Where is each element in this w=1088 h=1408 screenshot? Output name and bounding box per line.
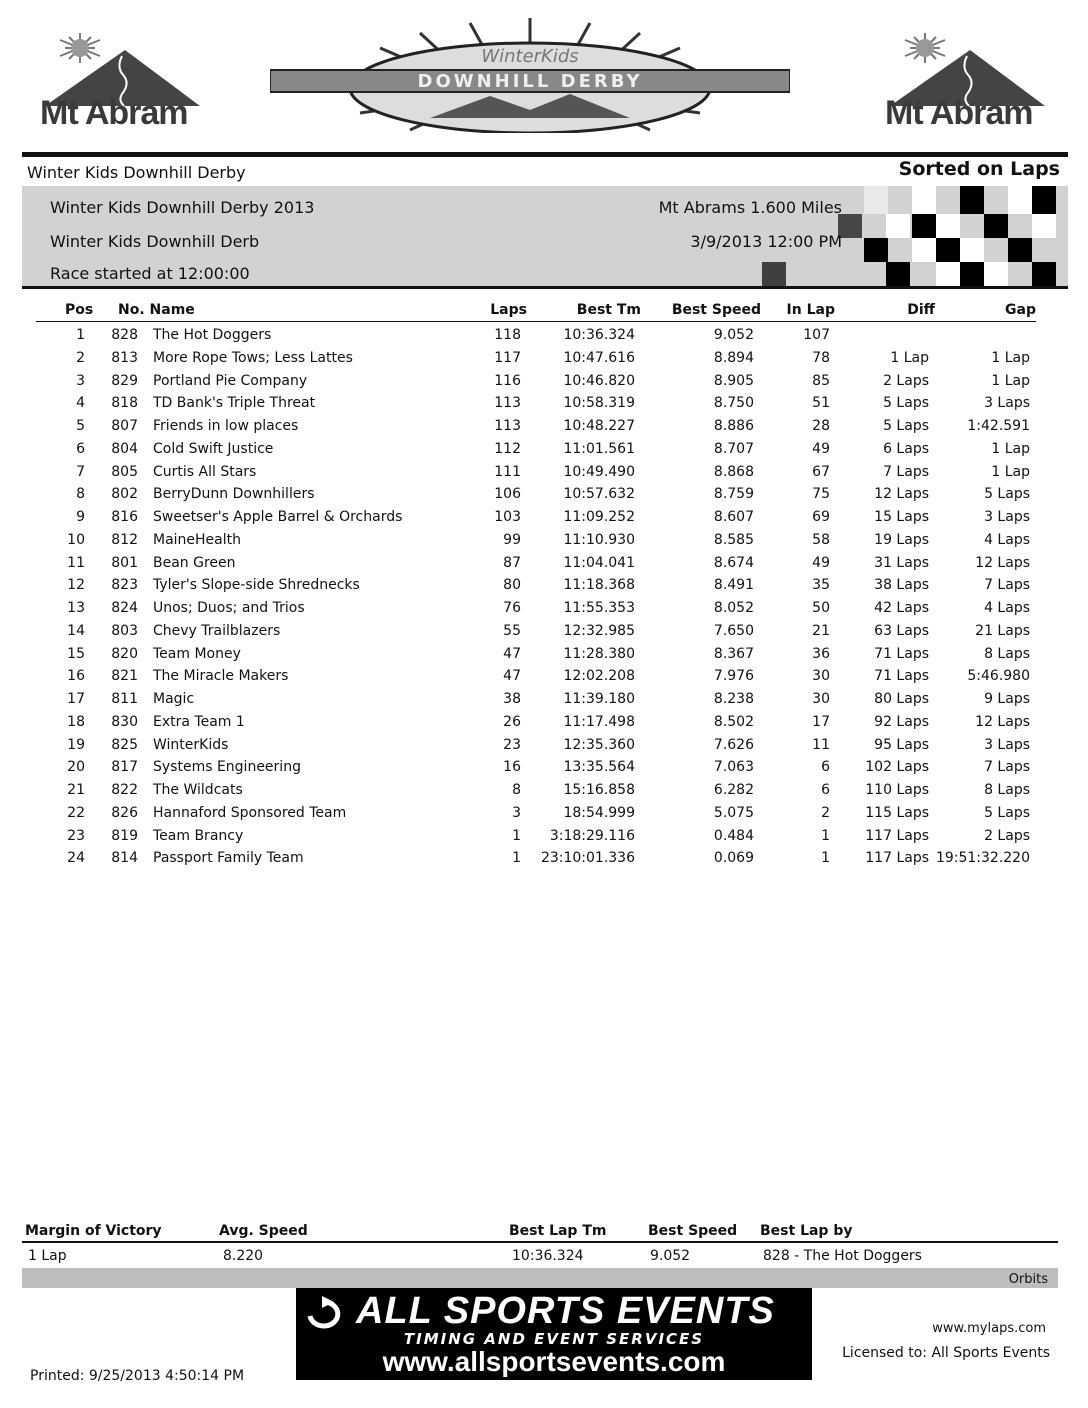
cell-best: 12:02.208 xyxy=(563,668,635,685)
sorted-label: Sorted on Laps xyxy=(898,158,1060,180)
table-row xyxy=(0,623,1088,645)
table-row xyxy=(0,759,1088,781)
cell-diff: 63 Laps xyxy=(874,622,929,639)
col-best-speed: Best Speed xyxy=(671,302,761,318)
cell-best: 11:55.353 xyxy=(563,600,635,616)
cell-laps: 99 xyxy=(503,531,521,548)
licensed-to: Licensed to: All Sports Events xyxy=(842,1345,1050,1361)
cell-speed: 8.894 xyxy=(713,349,754,366)
cell-gap: 21 Laps xyxy=(975,622,1030,639)
cell-diff: 38 Laps xyxy=(874,577,929,594)
cell-diff: 6 Laps xyxy=(883,440,929,457)
cell-no: 805 xyxy=(111,463,138,480)
cell-inlap: 75 xyxy=(812,486,830,503)
summary-bestspeed: 9.052 xyxy=(650,1248,691,1264)
col-diff: Diff xyxy=(907,302,935,318)
table-row xyxy=(0,509,1088,531)
mylaps-link: www.mylaps.com xyxy=(932,1321,1046,1336)
table-row xyxy=(0,395,1088,417)
table-row xyxy=(0,737,1088,759)
cell-name: Sweetser's Apple Barrel & Orchards xyxy=(153,509,403,525)
cell-gap: 12 Laps xyxy=(975,713,1030,730)
table-row xyxy=(0,828,1088,850)
cell-pos: 15 xyxy=(67,645,85,662)
summary-margin: 1 Lap xyxy=(28,1248,67,1264)
cell-pos: 20 xyxy=(67,759,85,776)
cell-laps: 16 xyxy=(503,759,521,776)
cell-best: 11:18.368 xyxy=(563,577,635,594)
cell-no: 830 xyxy=(111,713,138,730)
cell-name: Extra Team 1 xyxy=(153,713,245,730)
cell-name: More Rope Tows; Less Lattes xyxy=(153,349,353,366)
cell-laps: 118 xyxy=(494,327,521,343)
cell-pos: 13 xyxy=(67,600,85,616)
cell-gap: 1:42.591 xyxy=(967,418,1030,434)
cell-diff: 115 Laps xyxy=(865,804,929,821)
cell-laps: 87 xyxy=(503,554,521,571)
cell-pos: 23 xyxy=(67,827,85,844)
cell-gap: 7 Laps xyxy=(984,759,1030,776)
col-pos: Pos xyxy=(65,302,94,318)
summary-avg-label: Avg. Speed xyxy=(219,1223,308,1239)
header-divider xyxy=(22,152,1068,157)
cell-speed: 8.674 xyxy=(713,554,754,571)
cell-pos: 8 xyxy=(76,486,85,503)
race-name: Winter Kids Downhill Derby 2013 xyxy=(50,198,315,217)
cell-name: BerryDunn Downhillers xyxy=(153,486,315,503)
table-row xyxy=(0,850,1088,872)
cell-speed: 8.759 xyxy=(713,486,754,503)
cell-name: Magic xyxy=(153,691,195,707)
cell-laps: 23 xyxy=(503,736,521,753)
cell-inlap: 36 xyxy=(812,645,830,662)
cell-best: 11:04.041 xyxy=(563,554,635,571)
cell-diff: 95 Laps xyxy=(874,736,929,753)
cell-inlap: 58 xyxy=(812,531,830,548)
cell-best: 12:32.985 xyxy=(563,622,635,639)
cell-name: Unos; Duos; and Trios xyxy=(153,600,305,616)
cell-diff: 110 Laps xyxy=(865,782,929,798)
cell-pos: 4 xyxy=(76,395,85,412)
cell-speed: 8.491 xyxy=(713,577,754,594)
cell-speed: 8.238 xyxy=(713,691,754,707)
cell-pos: 17 xyxy=(67,691,85,707)
cell-inlap: 21 xyxy=(812,622,830,639)
col-laps: Laps xyxy=(490,302,527,318)
cell-best: 11:09.252 xyxy=(563,509,635,525)
cell-gap: 3 Laps xyxy=(984,736,1030,753)
cell-best: 3:18:29.116 xyxy=(549,827,635,844)
table-row xyxy=(0,486,1088,508)
cell-name: Hannaford Sponsored Team xyxy=(153,804,347,821)
cell-name: The Wildcats xyxy=(153,782,243,798)
cell-laps: 1 xyxy=(512,850,521,867)
mt-abram-text: Mt Abram xyxy=(885,94,1033,132)
cell-speed: 8.052 xyxy=(713,600,754,616)
cell-speed: 8.886 xyxy=(713,418,754,434)
cell-inlap: 49 xyxy=(812,440,830,457)
cell-pos: 5 xyxy=(76,418,85,434)
cell-best: 23:10:01.336 xyxy=(540,850,635,867)
cell-inlap: 2 xyxy=(821,804,830,821)
cell-inlap: 6 xyxy=(821,782,830,798)
cell-name: Passport Family Team xyxy=(153,850,304,867)
summary-bestlap: 10:36.324 xyxy=(512,1248,584,1264)
track-info: Mt Abrams 1.600 Miles xyxy=(658,198,842,217)
mt-abram-logo-left xyxy=(30,28,220,133)
table-row xyxy=(0,646,1088,668)
winterkids-text: WinterKids xyxy=(481,46,579,67)
cell-name: Tyler's Slope-side Shrednecks xyxy=(153,577,360,594)
table-row xyxy=(0,805,1088,827)
cell-diff: 12 Laps xyxy=(874,486,929,503)
cell-speed: 8.367 xyxy=(713,645,754,662)
cell-best: 15:16.858 xyxy=(563,782,635,798)
cell-laps: 26 xyxy=(503,713,521,730)
cell-gap: 3 Laps xyxy=(984,395,1030,412)
cell-diff: 80 Laps xyxy=(874,691,929,707)
cell-inlap: 35 xyxy=(812,577,830,594)
cell-speed: 8.585 xyxy=(713,531,754,548)
cell-gap: 4 Laps xyxy=(984,531,1030,548)
cell-best: 10:49.490 xyxy=(563,463,635,480)
cell-pos: 16 xyxy=(67,668,85,685)
cell-best: 11:01.561 xyxy=(563,440,635,457)
col-no-name: No. Name xyxy=(118,302,195,318)
printed-date: Printed: 9/25/2013 4:50:14 PM xyxy=(30,1368,245,1384)
cell-inlap: 6 xyxy=(821,759,830,776)
cell-pos: 24 xyxy=(67,850,85,867)
cell-speed: 8.607 xyxy=(713,509,754,525)
cell-pos: 1 xyxy=(76,327,85,343)
cell-gap: 4 Laps xyxy=(984,600,1030,616)
column-header-rule xyxy=(36,321,1036,322)
cell-speed: 7.976 xyxy=(713,668,754,685)
cell-name: Portland Pie Company xyxy=(153,372,308,389)
cell-inlap: 78 xyxy=(812,349,830,366)
cell-best: 10:48.227 xyxy=(563,418,635,434)
cell-inlap: 11 xyxy=(812,736,830,753)
cell-name: Systems Engineering xyxy=(153,759,301,776)
cell-speed: 9.052 xyxy=(713,327,754,343)
table-row xyxy=(0,577,1088,599)
event-title: Winter Kids Downhill Derby xyxy=(27,163,246,182)
cell-gap: 8 Laps xyxy=(984,782,1030,798)
cell-diff: 5 Laps xyxy=(883,418,929,434)
cell-diff: 71 Laps xyxy=(874,645,929,662)
cell-speed: 8.750 xyxy=(713,395,754,412)
cell-laps: 47 xyxy=(503,645,521,662)
cell-inlap: 85 xyxy=(812,372,830,389)
cell-best: 11:10.930 xyxy=(563,531,635,548)
summary-bestspeed-label: Best Speed xyxy=(648,1223,738,1239)
cell-diff: 31 Laps xyxy=(874,554,929,571)
mt-abram-logo-right xyxy=(875,28,1065,133)
cell-speed: 0.069 xyxy=(713,850,754,867)
cell-no: 822 xyxy=(111,782,138,798)
cell-name: MaineHealth xyxy=(153,531,242,548)
table-row xyxy=(0,464,1088,486)
col-gap: Gap xyxy=(1005,302,1036,318)
cell-best: 10:47.616 xyxy=(563,349,635,366)
cell-diff: 7 Laps xyxy=(883,463,929,480)
summary-rule xyxy=(22,1241,1058,1243)
cell-pos: 9 xyxy=(76,509,85,525)
cell-gap: 19:51:32.220 xyxy=(935,850,1030,867)
cell-inlap: 30 xyxy=(812,691,830,707)
session-name: Winter Kids Downhill Derb xyxy=(50,232,260,251)
cell-laps: 113 xyxy=(494,395,521,412)
cell-gap: 2 Laps xyxy=(984,827,1030,844)
cell-no: 825 xyxy=(111,736,138,753)
table-row xyxy=(0,418,1088,440)
table-row xyxy=(0,350,1088,372)
table-row xyxy=(0,691,1088,713)
table-row xyxy=(0,668,1088,690)
cell-laps: 76 xyxy=(503,600,521,616)
table-row xyxy=(0,532,1088,554)
cell-name: Team Brancy xyxy=(153,827,244,844)
cell-pos: 2 xyxy=(76,349,85,366)
summary-bestlap-label: Best Lap Tm xyxy=(509,1223,607,1239)
cell-laps: 116 xyxy=(494,372,521,389)
cell-gap: 1 Lap xyxy=(991,463,1030,480)
cell-no: 814 xyxy=(111,850,138,867)
summary-avg: 8.220 xyxy=(223,1248,264,1264)
table-row xyxy=(0,782,1088,804)
cell-pos: 10 xyxy=(67,531,85,548)
cell-no: 826 xyxy=(111,804,138,821)
cell-inlap: 107 xyxy=(803,327,830,343)
cell-gap: 1 Lap xyxy=(991,440,1030,457)
cell-name: WinterKids xyxy=(153,736,229,753)
cell-diff: 15 Laps xyxy=(874,509,929,525)
cell-speed: 0.484 xyxy=(713,827,754,844)
cell-pos: 12 xyxy=(67,577,85,594)
cell-gap: 5 Laps xyxy=(984,804,1030,821)
cell-best: 13:35.564 xyxy=(563,759,635,776)
cell-pos: 14 xyxy=(67,622,85,639)
cell-name: Chevy Trailblazers xyxy=(153,622,281,639)
cell-speed: 8.905 xyxy=(713,372,754,389)
swoosh-icon xyxy=(304,1296,344,1330)
cell-speed: 8.502 xyxy=(713,713,754,730)
cell-no: 802 xyxy=(111,486,138,503)
cell-gap: 1 Lap xyxy=(991,349,1030,366)
cell-name: Cold Swift Justice xyxy=(153,440,274,457)
cell-no: 801 xyxy=(111,554,138,571)
cell-speed: 5.075 xyxy=(713,804,754,821)
cell-gap: 5:46.980 xyxy=(967,668,1030,685)
cell-diff: 117 Laps xyxy=(865,850,929,867)
cell-diff: 2 Laps xyxy=(883,372,929,389)
summary-bestby: 828 - The Hot Doggers xyxy=(763,1248,922,1264)
cell-name: The Hot Doggers xyxy=(153,327,272,343)
cell-laps: 106 xyxy=(494,486,521,503)
cell-laps: 47 xyxy=(503,668,521,685)
cell-best: 10:57.632 xyxy=(563,486,635,503)
cell-best: 11:39.180 xyxy=(563,691,635,707)
cell-best: 18:54.999 xyxy=(563,804,635,821)
cell-laps: 3 xyxy=(512,804,521,821)
ase-subtitle: TIMING AND EVENT SERVICES xyxy=(403,1330,705,1348)
cell-name: Bean Green xyxy=(153,554,236,571)
cell-pos: 3 xyxy=(76,372,85,389)
cell-inlap: 1 xyxy=(821,850,830,867)
orbits-label: Orbits xyxy=(1008,1272,1048,1287)
cell-laps: 113 xyxy=(494,418,521,434)
cell-no: 816 xyxy=(111,509,138,525)
cell-laps: 103 xyxy=(494,509,521,525)
cell-speed: 7.063 xyxy=(713,759,754,776)
cell-pos: 6 xyxy=(76,440,85,457)
cell-no: 818 xyxy=(111,395,138,412)
cell-speed: 7.626 xyxy=(713,736,754,753)
cell-diff: 117 Laps xyxy=(865,827,929,844)
cell-laps: 112 xyxy=(494,440,521,457)
cell-gap: 7 Laps xyxy=(984,577,1030,594)
cell-best: 10:46.820 xyxy=(563,372,635,389)
cell-laps: 1 xyxy=(512,827,521,844)
cell-no: 811 xyxy=(111,691,138,707)
cell-gap: 12 Laps xyxy=(975,554,1030,571)
cell-diff: 102 Laps xyxy=(865,759,929,776)
summary-bestby-label: Best Lap by xyxy=(760,1223,853,1239)
cell-diff: 1 Lap xyxy=(890,349,929,366)
cell-no: 817 xyxy=(111,759,138,776)
cell-no: 820 xyxy=(111,645,138,662)
cell-gap: 8 Laps xyxy=(984,645,1030,662)
cell-gap: 5 Laps xyxy=(984,486,1030,503)
cell-best: 11:28.380 xyxy=(563,645,635,662)
cell-pos: 21 xyxy=(67,782,85,798)
cell-inlap: 51 xyxy=(812,395,830,412)
cell-diff: 5 Laps xyxy=(883,395,929,412)
cell-name: Friends in low places xyxy=(153,418,299,434)
cell-diff: 42 Laps xyxy=(874,600,929,616)
cell-laps: 80 xyxy=(503,577,521,594)
cell-diff: 92 Laps xyxy=(874,713,929,730)
table-row xyxy=(0,555,1088,577)
table-row xyxy=(0,327,1088,349)
table-row xyxy=(0,714,1088,736)
cell-name: The Miracle Makers xyxy=(153,668,289,685)
cell-best: 11:17.498 xyxy=(563,713,635,730)
cell-no: 807 xyxy=(111,418,138,434)
cell-best: 12:35.360 xyxy=(563,736,635,753)
cell-no: 804 xyxy=(111,440,138,457)
cell-pos: 19 xyxy=(67,736,85,753)
downhill-derby-logo xyxy=(270,18,790,133)
cell-gap: 9 Laps xyxy=(984,691,1030,707)
cell-inlap: 50 xyxy=(812,600,830,616)
cell-laps: 38 xyxy=(503,691,521,707)
cell-speed: 8.707 xyxy=(713,440,754,457)
cell-speed: 8.868 xyxy=(713,463,754,480)
cell-no: 803 xyxy=(111,622,138,639)
cell-pos: 11 xyxy=(67,554,85,571)
cell-no: 812 xyxy=(111,531,138,548)
cell-laps: 111 xyxy=(494,463,521,480)
cell-best: 10:58.319 xyxy=(563,395,635,412)
ase-title: ALL SPORTS EVENTS xyxy=(356,1290,775,1332)
cell-no: 823 xyxy=(111,577,138,594)
cell-diff: 19 Laps xyxy=(874,531,929,548)
cell-name: Curtis All Stars xyxy=(153,463,257,480)
cell-gap: 1 Lap xyxy=(991,372,1030,389)
cell-inlap: 67 xyxy=(812,463,830,480)
col-in-lap: In Lap xyxy=(786,302,835,318)
cell-name: TD Bank's Triple Threat xyxy=(153,395,316,412)
cell-inlap: 1 xyxy=(821,827,830,844)
race-datetime: 3/9/2013 12:00 PM xyxy=(690,232,842,251)
all-sports-events-logo xyxy=(296,1288,812,1380)
cell-no: 828 xyxy=(111,327,138,343)
cell-laps: 55 xyxy=(503,622,521,639)
cell-pos: 18 xyxy=(67,713,85,730)
cell-name: Team Money xyxy=(153,645,241,662)
cell-laps: 117 xyxy=(494,349,521,366)
table-row xyxy=(0,600,1088,622)
summary-bar xyxy=(22,1268,1058,1288)
cell-diff: 71 Laps xyxy=(874,668,929,685)
cell-laps: 8 xyxy=(512,782,521,798)
mt-abram-text: Mt Abram xyxy=(40,94,188,132)
ase-url: www.allsportsevents.com xyxy=(382,1346,726,1377)
cell-inlap: 28 xyxy=(812,418,830,434)
summary-margin-label: Margin of Victory xyxy=(25,1223,162,1239)
cell-inlap: 17 xyxy=(812,713,830,730)
cell-inlap: 30 xyxy=(812,668,830,685)
race-start: Race started at 12:00:00 xyxy=(50,264,250,283)
header-bottom-divider xyxy=(22,286,1068,289)
cell-no: 821 xyxy=(111,668,138,685)
cell-pos: 22 xyxy=(67,804,85,821)
cell-speed: 7.650 xyxy=(713,622,754,639)
cell-gap: 3 Laps xyxy=(984,509,1030,525)
cell-no: 813 xyxy=(111,349,138,366)
table-row xyxy=(0,373,1088,395)
cell-speed: 6.282 xyxy=(713,782,754,798)
table-row xyxy=(0,441,1088,463)
cell-no: 829 xyxy=(111,372,138,389)
cell-no: 824 xyxy=(111,600,138,616)
cell-inlap: 49 xyxy=(812,554,830,571)
cell-no: 819 xyxy=(111,827,138,844)
cell-inlap: 69 xyxy=(812,509,830,525)
race-info-box xyxy=(22,186,1068,287)
downhill-derby-text: DOWNHILL DERBY xyxy=(417,71,643,92)
cell-pos: 7 xyxy=(76,463,85,480)
cell-best: 10:36.324 xyxy=(563,327,635,343)
col-best-tm: Best Tm xyxy=(576,302,641,318)
